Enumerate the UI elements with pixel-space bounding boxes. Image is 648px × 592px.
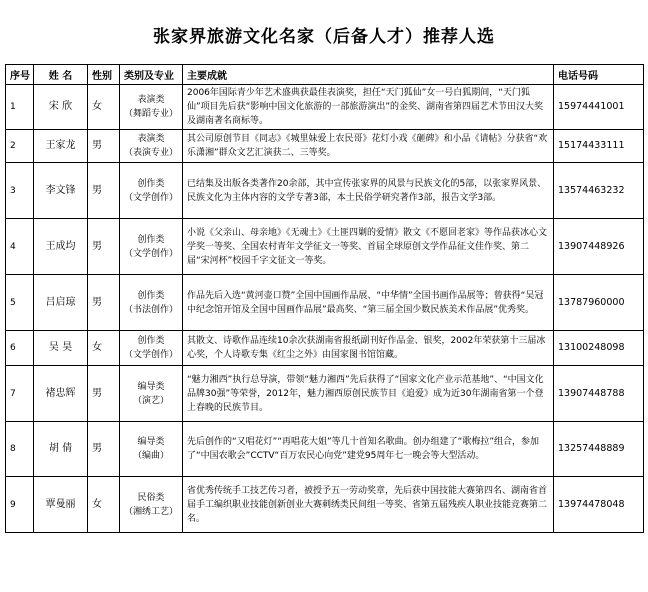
cell-name: 宋 欣 xyxy=(34,85,88,130)
cell-phone: 13257448889 xyxy=(554,422,644,477)
cell-category xyxy=(120,130,183,163)
table-row xyxy=(6,331,644,366)
cell-category xyxy=(120,366,183,422)
cell-name: 王家龙 xyxy=(34,130,88,163)
category-type: 表演类 xyxy=(137,134,165,144)
table-row xyxy=(6,163,644,219)
category-type: 民俗类 xyxy=(137,492,165,503)
category-type: 编导类 xyxy=(137,437,165,447)
cell-no: 4 xyxy=(6,219,34,275)
cell-sex: 女 xyxy=(88,85,120,130)
cell-no: 6 xyxy=(6,331,34,366)
cell-category xyxy=(120,477,183,533)
category-specialty: （编曲） xyxy=(132,451,169,461)
category-type: 创作类 xyxy=(137,234,165,245)
cell-sex: 男 xyxy=(88,163,120,219)
cell-sex: 女 xyxy=(88,477,120,533)
cell-phone: 15974441001 xyxy=(554,85,644,130)
header-name: 姓 名 xyxy=(34,65,88,85)
cell-achievements: 作品先后入选“黄河壶口赞”全国中国画作品展、“中华情”全国书画作品展等；曾获得“吴冠中纪念馆开馆及全国中国画作品展”最高奖、“第三届全国少数民族美术作品展”优秀奖。 xyxy=(183,275,554,331)
table-row xyxy=(6,366,644,422)
header-category: 类别及专业 xyxy=(120,65,183,85)
category-type: 编导类 xyxy=(137,381,165,392)
cell-phone: 13787960000 xyxy=(554,275,644,331)
category-type: 创作类 xyxy=(137,336,165,346)
cell-name: 胡 倩 xyxy=(34,422,88,477)
cell-category xyxy=(120,331,183,366)
table-header-row xyxy=(6,65,644,85)
cell-category xyxy=(120,422,183,477)
cell-sex: 男 xyxy=(88,219,120,275)
cell-sex: 女 xyxy=(88,331,120,366)
cell-no: 9 xyxy=(6,477,34,533)
cell-name: 吴 昊 xyxy=(34,331,88,366)
cell-achievements: “魅力湘西”执行总导演，带领“魅力湘西”先后获得了“国家文化产业示范基地”、“中国文化品牌30强”等荣誉，2012年，魅力湘西原创民族节目《追爱》成为近30年湖南省第一个登上春晚的民族节目。 xyxy=(183,366,554,422)
cell-name: 王成均 xyxy=(34,219,88,275)
cell-category xyxy=(120,163,183,219)
cell-achievements: 已结集及出版各类著作20余部，其中宣传张家界的风景与民族文化的5部，以张家界风景、民族文化为主体内容的文学专著3部，本土民俗学研究著作3部，报告文学3部。 xyxy=(183,163,554,219)
cell-name: 吕启琼 xyxy=(34,275,88,331)
category-specialty: （书法创作） xyxy=(124,304,179,315)
page-title: 张家界旅游文化名家（后备人才）推荐人选 xyxy=(153,27,495,47)
category-specialty: （演艺） xyxy=(132,395,169,406)
cell-no: 3 xyxy=(6,163,34,219)
category-type: 创作类 xyxy=(137,290,165,301)
cell-category xyxy=(120,219,183,275)
cell-no: 2 xyxy=(6,130,34,163)
header-phone: 电话号码 xyxy=(554,65,644,85)
cell-achievements: 省优秀传统手工技艺传习者，被授予五一劳动奖章，先后获中国技能大赛第四名、湖南省首届手工编织职业技能创新创业大赛刺绣类民间组一等奖、省第五届残疾人职业技能竞赛第二名。 xyxy=(183,477,554,533)
cell-achievements: 2006年国际青少年艺术盛典获最佳表演奖，担任“天门狐仙”女一号白狐期间，“天门狐仙”项目先后获“影响中国文化旅游的一部旅游演出”的金奖、湖南省第四届艺术节田汉大奖及湖南著名商标等。 xyxy=(183,85,554,130)
cell-no: 5 xyxy=(6,275,34,331)
cell-sex: 男 xyxy=(88,130,120,163)
cell-no: 7 xyxy=(6,366,34,422)
cell-achievements: 其公司原创节目《同志》《城里妹爱上农民哥》花灯小戏《砸碑》和小品《请帖》分获省“欢乐潇湘”群众文艺汇演获二、三等奖。 xyxy=(183,130,554,163)
cell-phone: 13907448788 xyxy=(554,366,644,422)
cell-no: 1 xyxy=(6,85,34,130)
table-row xyxy=(6,275,644,331)
header-achievements: 主要成就 xyxy=(183,65,554,85)
category-specialty: （文学创作） xyxy=(124,192,179,203)
cell-phone: 13574463232 xyxy=(554,163,644,219)
cell-name: 李文锋 xyxy=(34,163,88,219)
cell-sex: 男 xyxy=(88,275,120,331)
category-type: 表演类 xyxy=(137,95,165,105)
nominee-table xyxy=(5,64,644,533)
table-row xyxy=(6,422,644,477)
header-no: 序号 xyxy=(6,65,34,85)
table-row xyxy=(6,85,644,130)
cell-phone: 15174433111 xyxy=(554,130,644,163)
category-specialty: （舞蹈专业） xyxy=(124,109,179,119)
category-specialty: （表演专业） xyxy=(124,148,179,158)
cell-name: 褚忠辉 xyxy=(34,366,88,422)
cell-phone: 13974478048 xyxy=(554,477,644,533)
cell-sex: 男 xyxy=(88,422,120,477)
table-row xyxy=(6,130,644,163)
header-sex: 性别 xyxy=(88,65,120,85)
cell-achievements: 小说《父亲山、母亲地》《无魂土》《土匪四剿的爱情》散文《不愿回老家》等作品获冰心文学奖一等奖、全国农村青年文学征文一等奖、首届全球原创文学作品征文佳作奖、第二届“宋河杯”校园千字文征文一等奖。 xyxy=(183,219,554,275)
cell-achievements: 先后创作的“又唱花灯”“再唱花大姐”等几十首知名歌曲。创办组建了“歌梅拉”组合，参加了“中国农歌会”CCTV“百万农民心向党”建党95周年七一晚会等大型活动。 xyxy=(183,422,554,477)
cell-no: 8 xyxy=(6,422,34,477)
table-row xyxy=(6,477,644,533)
cell-name: 覃曼丽 xyxy=(34,477,88,533)
category-specialty: （文学创作） xyxy=(124,248,179,259)
cell-achievements: 其散文、诗歌作品连续10余次获湖南省报纸副刊好作品金、银奖，2002年荣获第十三届冰心奖，个人诗歌专集《红尘之外》由国家图书馆馆藏。 xyxy=(183,331,554,366)
cell-phone: 13907448926 xyxy=(554,219,644,275)
table-row xyxy=(6,219,644,275)
cell-category xyxy=(120,275,183,331)
category-type: 创作类 xyxy=(137,178,165,189)
cell-category xyxy=(120,85,183,130)
cell-sex: 男 xyxy=(88,366,120,422)
category-specialty: （文学创作） xyxy=(124,350,179,360)
cell-phone: 13100248098 xyxy=(554,331,644,366)
category-specialty: （湘绣工艺） xyxy=(124,506,179,517)
